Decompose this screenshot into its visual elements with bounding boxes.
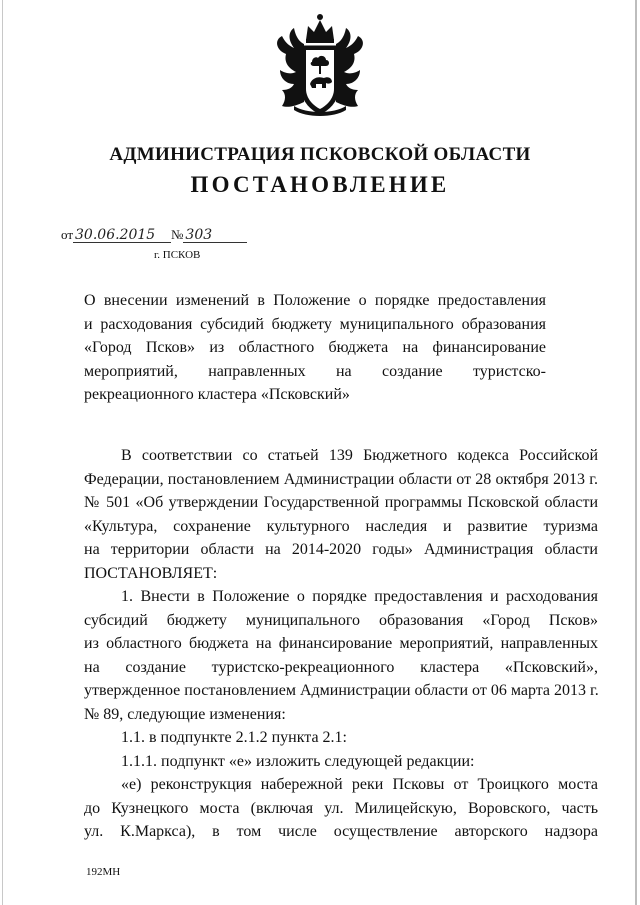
date-number-line [61,227,247,247]
body-line: «Культура, сохранение культурного наследия и развитие туризма [84,517,598,535]
scan-edge-left [2,0,3,905]
body-line: 1. Внести в Положение о порядке предоставления и расходования [121,588,598,605]
document-code: 192МН [86,866,121,878]
body-line: В соответствии со статьей 139 Бюджетного кодекса Российской [121,447,598,464]
subject-line: О внесении изменений в Положение о порядке предоставления [84,292,546,309]
coat-of-arms-icon [272,10,368,120]
body-line: ул. К.Маркса), в том числе осуществление авторского надзора [84,823,598,840]
document-body [84,444,598,844]
body-line: субсидий бюджету муниципального образования «Город Псков» [84,611,598,629]
body-line: № 89, следующие изменения: [84,705,286,723]
subject-line: и расходования субсидий бюджету муниципального образования [84,315,546,333]
subject-line: «Город Псков» из областного бюджета на финансирование [84,339,546,356]
date-value-handwritten: 30.06.2015 [73,228,171,243]
document-subject [84,289,546,407]
scan-edge-right [635,0,637,905]
body-line: «е) реконструкция набережной реки Псковы от Троицкого моста [121,776,598,793]
body-line: ПОСТАНОВЛЯЕТ: [84,564,218,582]
organization-title: АДМИНИСТРАЦИЯ ПСКОВСКОЙ ОБЛАСТИ [109,144,531,165]
body-line: на территории области на 2014-2020 годы» Администрация области [84,541,598,558]
body-line: на создание туристско-рекреационного кластера «Псковский», [84,658,598,676]
body-line: до Кузнецкого моста (включая ул. Милицейскую, Воровского, часть [84,799,598,817]
document-type-title: ПОСТАНОВЛЕНИЕ [190,172,450,197]
date-prefix: от [61,227,74,242]
number-prefix: № [171,227,184,242]
body-line: 1.1. в подпункте 2.1.2 пункта 2.1: [121,729,347,746]
body-line: № 501 «Об утверждении Государственной программы Псковской области [84,494,598,511]
subject-line: рекреационного кластера «Псковский» [84,386,350,403]
number-value-handwritten: 303 [183,228,247,243]
city-label: г. ПСКОВ [154,249,201,261]
body-line: утвержденное постановлением Администрации области от 06 марта 2013 г. [84,682,599,699]
subject-line: мероприятий, направленных на создание туристско- [84,362,546,380]
body-line: 1.1.1. подпункт «е» изложить следующей редакции: [121,752,475,770]
body-line: из областного бюджета на финансирование мероприятий, направленных [84,635,598,652]
body-line: Федерации, постановлением Администрации области от 28 октября 2013 г. [84,470,598,488]
